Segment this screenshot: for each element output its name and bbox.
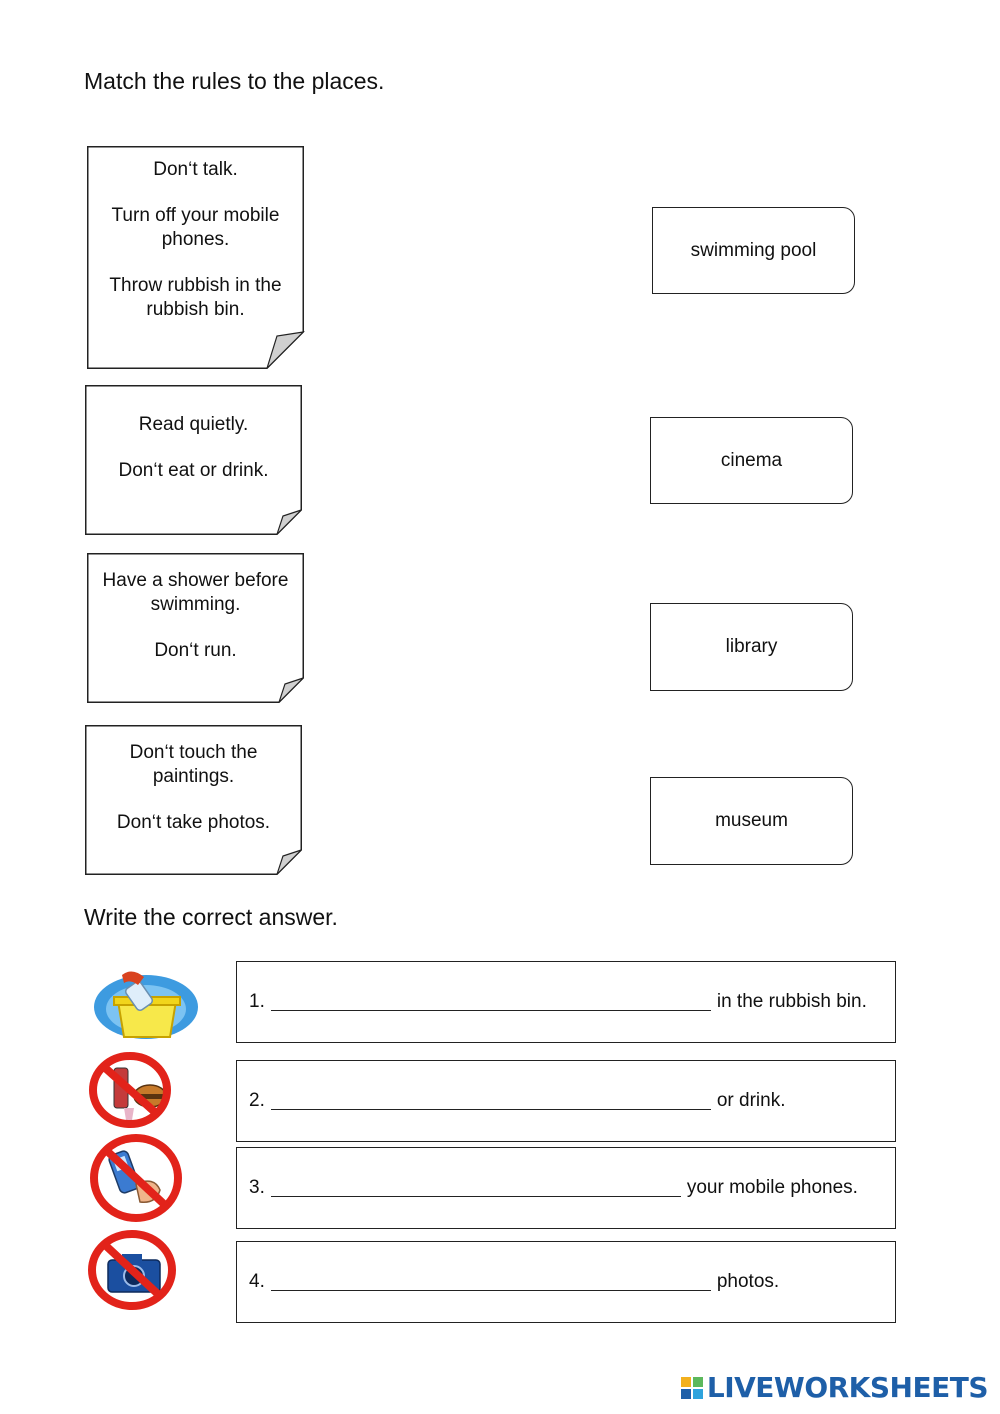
answer-item-1 — [236, 961, 896, 1043]
rule-card-2[interactable] — [85, 385, 302, 535]
rule-line: Don‘t run. — [154, 640, 237, 661]
item-number: 1. — [249, 991, 265, 1012]
rule-card-text — [87, 158, 304, 322]
place-box-museum[interactable]: museum — [650, 777, 853, 865]
no-mobile-phone-icon — [86, 1132, 186, 1227]
item-suffix: photos. — [716, 1271, 780, 1292]
no-eating-icon — [86, 1048, 182, 1133]
rule-card-text — [85, 741, 302, 835]
logo-mark-icon — [681, 1377, 703, 1399]
item-number: 4. — [249, 1271, 265, 1292]
answer-item-4 — [236, 1241, 896, 1323]
rule-card-text — [87, 569, 304, 663]
rule-card-4[interactable] — [85, 725, 302, 875]
no-camera-icon — [86, 1228, 182, 1315]
place-box-cinema[interactable]: cinema — [650, 417, 853, 504]
liveworksheets-logo — [681, 1371, 988, 1404]
rule-line: Don‘t talk. — [153, 159, 238, 180]
answer-item-2 — [236, 1060, 896, 1142]
item-suffix: in the rubbish bin. — [716, 991, 867, 1012]
answer-blank-4[interactable] — [271, 1289, 711, 1291]
rule-line: Don‘t take photos. — [116, 812, 271, 833]
rule-card-1[interactable] — [87, 146, 304, 369]
rule-line: Throw rubbish in the rubbish bin. — [109, 275, 282, 320]
item-number: 2. — [249, 1090, 265, 1111]
item-number: 3. — [249, 1177, 265, 1198]
answer-blank-3[interactable] — [271, 1195, 681, 1197]
rubbish-bin-icon — [92, 965, 200, 1050]
rule-line: Turn off your mobile phones. — [111, 205, 280, 250]
item-suffix: your mobile phones. — [686, 1177, 858, 1198]
logo-text: LIVEWORKSHEETS — [706, 1371, 988, 1404]
place-box-swimming-pool[interactable]: swimming pool — [652, 207, 855, 294]
rule-line: Don‘t touch the paintings. — [129, 742, 258, 787]
rule-card-text — [85, 413, 302, 483]
rule-line: Have a shower before swimming. — [102, 570, 289, 615]
answer-item-3 — [236, 1147, 896, 1229]
answer-blank-1[interactable] — [271, 1009, 711, 1011]
place-box-library[interactable]: library — [650, 603, 853, 691]
rule-card-3[interactable] — [87, 553, 304, 703]
rule-line: Read quietly. — [138, 414, 249, 435]
write-instructions: Write the correct answer. — [84, 904, 338, 930]
match-instructions: Match the rules to the places. — [84, 68, 385, 94]
answer-blank-2[interactable] — [271, 1108, 711, 1110]
item-suffix: or drink. — [716, 1090, 786, 1111]
rule-line: Don‘t eat or drink. — [118, 460, 269, 481]
